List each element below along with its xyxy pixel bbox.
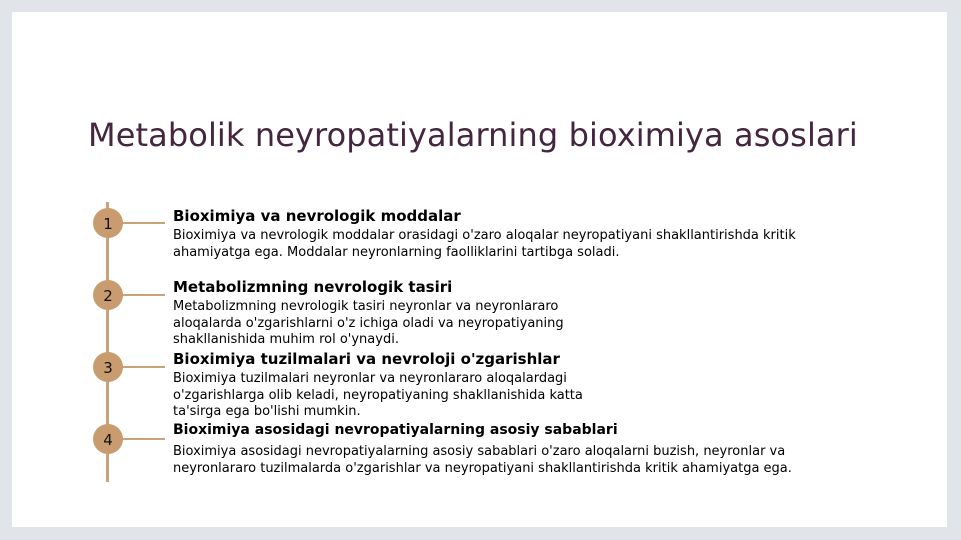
timeline-item-1	[173, 207, 796, 261]
description-line: Bioximiya asosidagi nevropatiyalarning asosiy sabablari o'zaro aloqalarni buzish, neyronlar va	[173, 444, 786, 459]
item-description	[173, 371, 583, 421]
item-description	[173, 299, 564, 349]
timeline-item-2	[173, 278, 564, 349]
description-line: Bioximiya tuzilmalari neyronlar va neyronlararo aloqalardagi	[173, 371, 567, 386]
item-title: Bioximiya tuzilmalari va nevroloji o'zgarishlar	[173, 350, 560, 368]
item-description	[173, 444, 792, 477]
item-title: Bioximiya va nevrologik moddalar	[173, 207, 461, 225]
timeline-marker-2: 2	[93, 280, 123, 310]
description-line: ahamiyatga ega. Moddalar neyronlarning faolliklarini tartibga soladi.	[173, 244, 620, 260]
item-description	[173, 228, 796, 261]
slide	[12, 12, 947, 527]
description-line: Bioximiya va nevrologik moddalar orasidagi o'zaro aloqalar neyropatiyani shakllantirishda kritik	[173, 228, 796, 243]
item-title: Bioximiya asosidagi nevropatiyalarning asosiy sabablari	[173, 422, 618, 438]
item-title: Metabolizmning nevrologik tasiri	[173, 278, 453, 296]
timeline-item-3	[173, 350, 583, 421]
description-line: neyronlararo tuzilmalarda o'zgarishlar va neyropatiyani shakllantirishda kritik ahamiyatga ega.	[173, 460, 792, 476]
description-line: aloqalarda o'zgarishlarni o'z ichiga oladi va neyropatiyaning	[173, 315, 564, 331]
description-line: shakllanishida muhim rol o'ynaydi.	[173, 332, 399, 347]
description-line: o'zgarishlarga olib keladi, neyropatiyaning shakllanishida katta	[173, 387, 583, 403]
slide-title: Metabolik neyropatiyalarning bioximiya asoslari	[88, 116, 858, 154]
description-line: ta'sirga ega bo'lishi mumkin.	[173, 404, 361, 419]
timeline-item-4	[173, 421, 792, 477]
timeline-marker-1: 1	[93, 208, 123, 238]
timeline-marker-3: 3	[93, 352, 123, 382]
timeline-marker-4: 4	[93, 424, 123, 454]
description-line: Metabolizmning nevrologik tasiri neyronlar va neyronlararo	[173, 299, 559, 314]
